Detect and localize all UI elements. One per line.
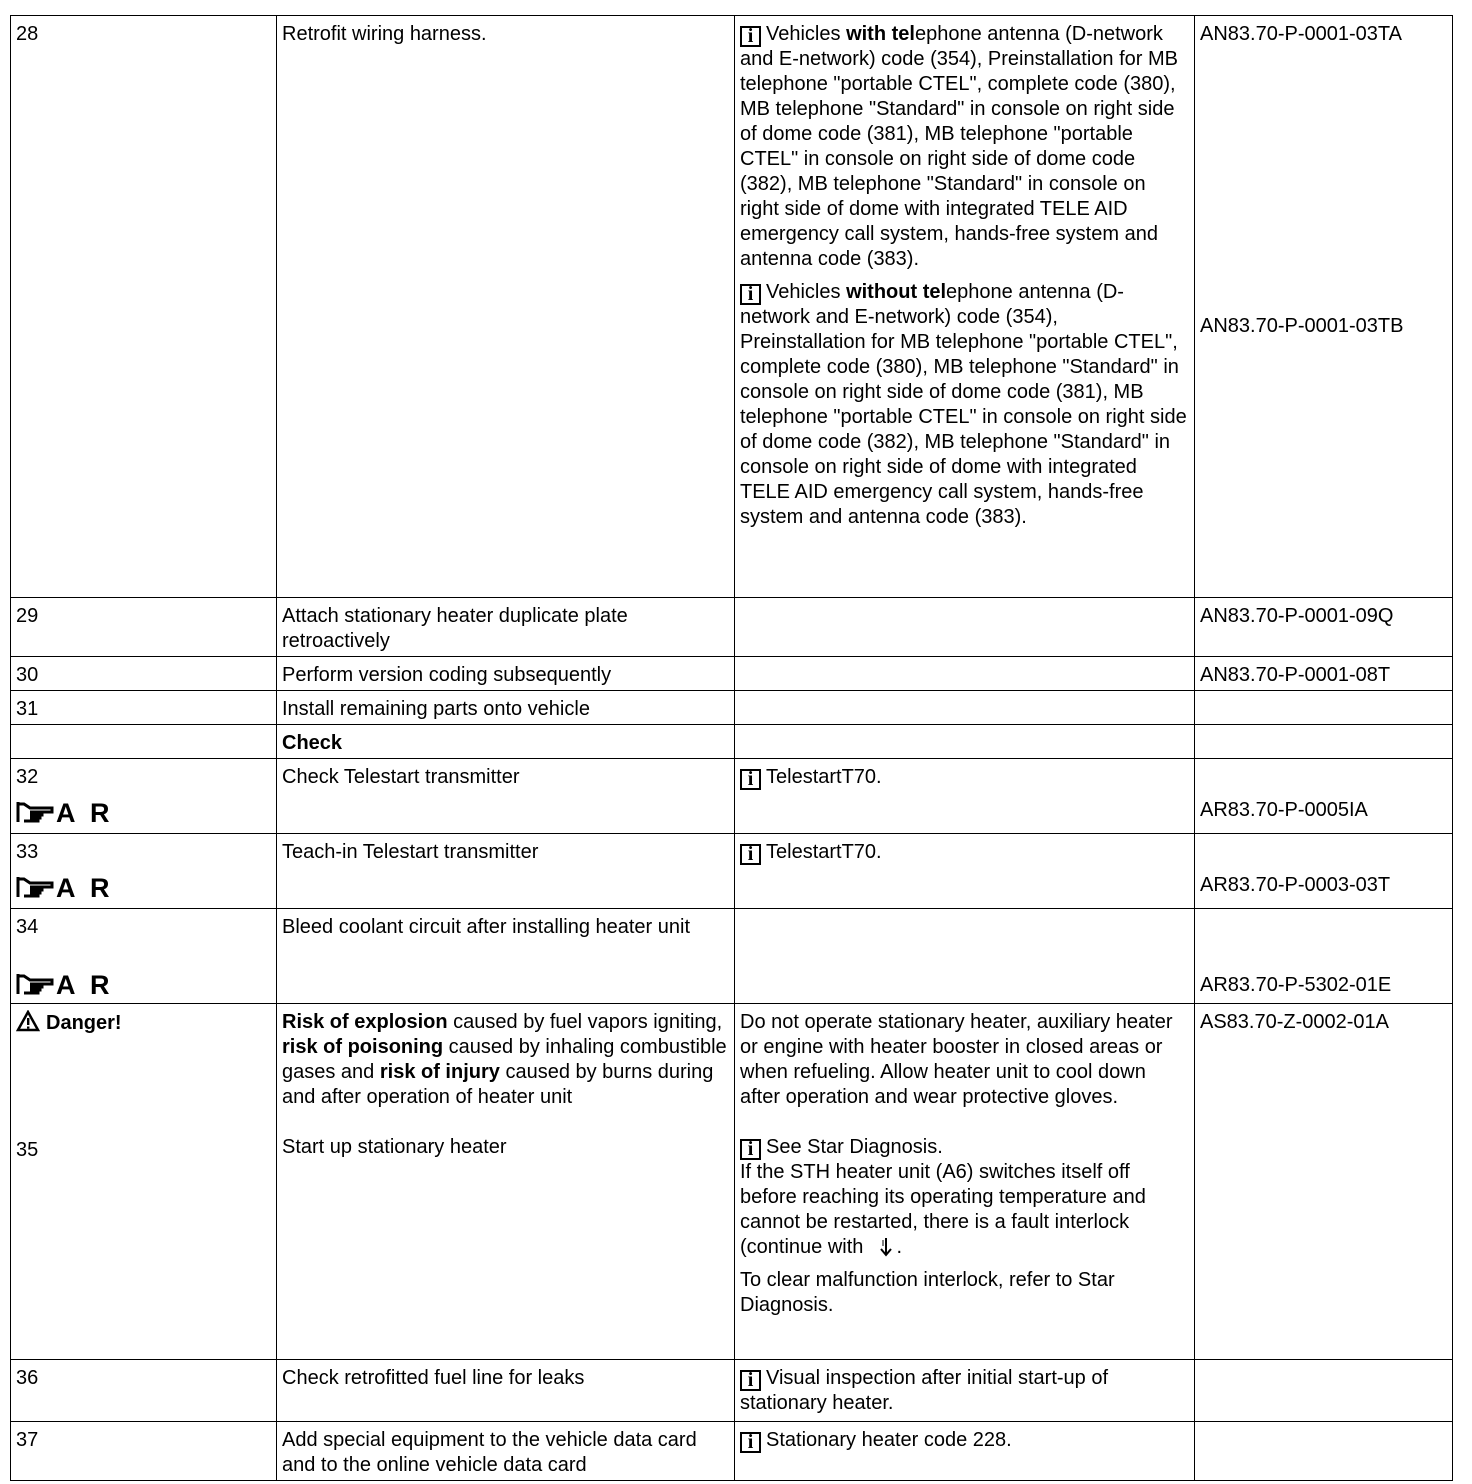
step-cell: 29: [11, 598, 277, 657]
info-icon: i: [740, 1139, 761, 1160]
table-row: [11, 691, 1453, 725]
reference-cell: [1195, 759, 1453, 834]
table-row: [11, 909, 1453, 1004]
step-cell: 37: [11, 1422, 277, 1481]
note-paragraph: If the STH heater unit (A6) switches itself off before reaching its operating temperature and cannot be restarted, there is a fault interlock: [740, 1161, 1146, 1233]
section-heading: Check: [277, 725, 735, 759]
note-cell: i Visual inspection after initial start-up of stationary heater.: [735, 1360, 1195, 1422]
ar-marker: A R: [16, 970, 271, 1000]
table-row: [11, 759, 1453, 834]
reference-cell: [1195, 909, 1453, 1004]
step-cell: 33 A R: [11, 834, 277, 909]
step-cell: [11, 1004, 277, 1360]
note-cell: [735, 691, 1195, 725]
warning-triangle-icon: [16, 1010, 40, 1032]
step-cell: 32 A R: [11, 759, 277, 834]
action-cell: [277, 16, 735, 598]
note-paragraph: (continue with .: [740, 1236, 903, 1258]
step-cell: 34 A R: [11, 909, 277, 1004]
reference-cell: [1195, 1422, 1453, 1481]
action-cell: Install remaining parts onto vehicle: [277, 691, 735, 725]
table-row: [11, 598, 1453, 657]
action-cell: Attach stationary heater duplicate plate retroactively: [277, 598, 735, 657]
reference-link[interactable]: AN83.70-P-0001-09Q: [1200, 605, 1394, 627]
note-cell: i TelestartT70.: [735, 834, 1195, 909]
info-icon: i: [740, 1370, 761, 1391]
info-icon: i: [740, 284, 761, 305]
reference-cell: [1195, 834, 1453, 909]
down-arrow-icon: [875, 1236, 897, 1258]
table-row: [11, 657, 1453, 691]
action-cell: Perform version coding subsequently: [277, 657, 735, 691]
action-text: Start up stationary heater: [282, 1136, 507, 1158]
note-cell: i TelestartT70.: [735, 759, 1195, 834]
step-cell: [11, 725, 277, 759]
reference-cell: [1195, 1360, 1453, 1422]
note-cell: [735, 725, 1195, 759]
reference-cell: [1195, 691, 1453, 725]
note-paragraph: i Vehicles with telephone antenna (D-network and E-network) code (354), Preinstallation for MB telephone "portable CTEL", complete code (380), MB telephone "Standard" in console on right side of dome code (381), MB telephone "portable CTEL" in console on right side of dome code (382), MB telephone "Standard" in console on right side of dome with integrated TELE AID emergency call system, hands-free system and antenna code (383).: [740, 23, 1178, 270]
reference-cell: [1195, 1004, 1453, 1360]
step-cell: 30: [11, 657, 277, 691]
table-row: [11, 725, 1453, 759]
table-row: [11, 16, 1453, 598]
hand-pointer-icon: [16, 875, 56, 899]
reference-link[interactable]: AR83.70-P-5302-01E: [1200, 974, 1392, 996]
action-cell: Check Telestart transmitter: [277, 759, 735, 834]
reference-link[interactable]: AN83.70-P-0001-03TB: [1200, 315, 1404, 337]
reference-link[interactable]: AR83.70-P-0003-03T: [1200, 874, 1391, 896]
step-cell: 31: [11, 691, 277, 725]
note-cell: [735, 1004, 1195, 1360]
reference-link[interactable]: AN83.70-P-0001-08T: [1200, 664, 1391, 686]
reference-cell: [1195, 598, 1453, 657]
step-cell: [11, 16, 277, 598]
hand-pointer-icon: [16, 972, 56, 996]
step-cell: 36: [11, 1360, 277, 1422]
reference-cell: [1195, 16, 1453, 598]
note-paragraph: To clear malfunction interlock, refer to Star Diagnosis.: [740, 1269, 1115, 1316]
info-icon: i: [740, 26, 761, 47]
info-icon: i: [740, 1432, 761, 1453]
step-number: 35: [16, 1139, 39, 1161]
action-cell: [277, 1004, 735, 1360]
action-cell: Bleed coolant circuit after installing heater unit: [277, 909, 735, 1004]
note-cell: [735, 16, 1195, 598]
table-row: [11, 1422, 1453, 1481]
table-row: [11, 1004, 1453, 1360]
danger-text: Risk of explosion caused by fuel vapors igniting, risk of poisoning caused by inhaling combustible gases and risk of injury caused by burns during and after operation of heater unit: [282, 1011, 727, 1108]
note-paragraph: i See Star Diagnosis.: [740, 1135, 1189, 1160]
info-icon: i: [740, 844, 761, 865]
reference-link[interactable]: AN83.70-P-0001-03TA: [1200, 23, 1402, 45]
note-cell: i Stationary heater code 228.: [735, 1422, 1195, 1481]
table-row: [11, 834, 1453, 909]
action-cell: Add special equipment to the vehicle data card and to the online vehicle data card: [277, 1422, 735, 1481]
info-icon: i: [740, 769, 761, 790]
action-cell: Teach-in Telestart transmitter: [277, 834, 735, 909]
note-cell: [735, 657, 1195, 691]
action-cell: Check retrofitted fuel line for leaks: [277, 1360, 735, 1422]
step-number: 28: [16, 23, 39, 45]
reference-cell: [1195, 657, 1453, 691]
reference-link[interactable]: AR83.70-P-0005IA: [1200, 799, 1368, 821]
note-paragraph: i Vehicles without telephone antenna (D-network and E-network) code (354), Preinstallation for MB telephone "portable CTEL", complete code (380), MB telephone "Standard" in console on right side of dome code (381), MB telephone "portable CTEL" in console on right side of dome code (382), MB telephone "Standard" in console on right side of dome with integrated TELE AID emergency call system, hands-free system and antenna code (383).: [740, 281, 1187, 528]
ar-marker: A R: [16, 873, 271, 903]
note-cell: [735, 598, 1195, 657]
note-cell: [735, 909, 1195, 1004]
reference-link[interactable]: AS83.70-Z-0002-01A: [1200, 1011, 1390, 1033]
procedure-table: [10, 15, 1453, 1481]
danger-label: Danger!: [16, 1010, 271, 1036]
danger-note: Do not operate stationary heater, auxiliary heater or engine with heater booster in closed areas or when refueling. Allow heater unit to cool down after operation and wear protective gloves.: [740, 1011, 1173, 1108]
ar-marker: A R: [16, 798, 271, 828]
hand-pointer-icon: [16, 800, 56, 824]
table-row: [11, 1360, 1453, 1422]
action-text: Retrofit wiring harness.: [282, 23, 487, 45]
reference-cell: [1195, 725, 1453, 759]
